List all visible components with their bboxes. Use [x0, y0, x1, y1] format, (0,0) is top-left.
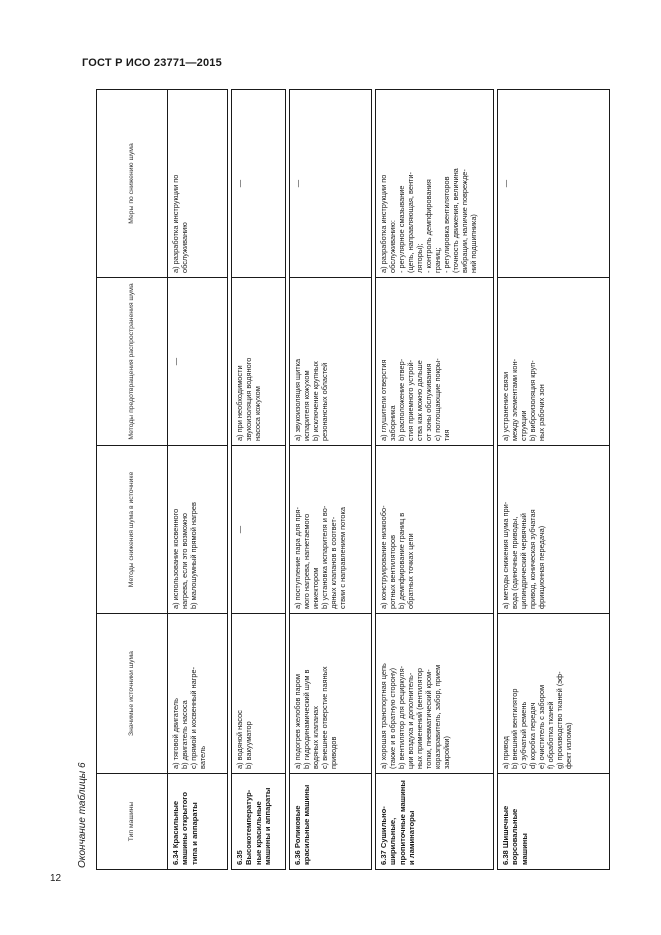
- cell-line: a) разработка инструкции по: [379, 174, 388, 273]
- cell-line: водяных клапанах: [311, 706, 321, 769]
- table-body: [168, 90, 610, 870]
- cell-line: ции воздуха и дополнитель-: [406, 672, 416, 769]
- cell-line: a) хорошая транспортная цепь: [379, 663, 388, 769]
- cell-line: f) обработка тканей: [546, 701, 556, 769]
- cell-line: заборника: [388, 405, 398, 441]
- cell-line: (цепь, направляющая, венти-: [406, 171, 416, 273]
- cell-line: —: [235, 179, 244, 188]
- propagation-methods-cell: [290, 278, 372, 446]
- column-header-measures: Меры по снижению шума: [97, 90, 168, 278]
- table-caption: Окончание таблицы 6: [77, 762, 88, 868]
- cell-line: c) поглощающие покры-: [433, 358, 443, 441]
- cell-line: b) демпфирование границ в: [397, 512, 407, 609]
- noise-sources-cell: [232, 614, 286, 774]
- cell-line: обслуживанию:: [388, 220, 398, 273]
- measures-cell: [290, 90, 372, 278]
- cell-line: обратных точках цепи: [406, 533, 416, 609]
- cell-line: звукоизоляция водяного: [244, 357, 254, 441]
- cell-line: ных рабочих зон: [537, 384, 547, 441]
- cell-line: фект излома): [564, 722, 574, 769]
- document-header: ГОСТ Р ИСО 23771—2015: [82, 57, 222, 69]
- cell-line: b) малошумный прямой нагрев: [189, 502, 199, 609]
- cell-line: a) методы снижения шума при-: [501, 501, 510, 609]
- cell-line: дяных клапанов в соответ-: [329, 516, 339, 609]
- cell-line: насоса кожухом: [253, 386, 263, 441]
- cell-line: a) водяной насос: [235, 710, 244, 769]
- cell-line: g) производство тканей (эф-: [555, 671, 565, 769]
- cell-line: (точность движения, величина: [451, 168, 461, 273]
- cell-line: испарителя кожухом: [302, 370, 312, 441]
- cell-line: ляторы);: [415, 243, 425, 273]
- cell-line: ний подшипника): [469, 214, 479, 273]
- rotated-table-area: [70, 90, 580, 870]
- cell-line: b) внешний вентилятор: [510, 688, 520, 769]
- cell-line: c) прямой и косвенный нагре-: [189, 666, 199, 769]
- cell-line: —: [501, 179, 510, 188]
- cell-line: (также и в обратную сторону): [388, 667, 398, 769]
- cell-line: b) вентилятор для рециркуля-: [397, 665, 407, 769]
- noise-sources-cell: [376, 614, 494, 774]
- cell-line: c) зубчатый ремень: [519, 701, 529, 769]
- cell-line: струкции: [519, 410, 529, 441]
- source-methods-cell: [290, 446, 372, 614]
- source-methods-cell: [498, 446, 610, 614]
- cell-line: a) глушители отверстия: [379, 359, 388, 441]
- cell-line: вода (одиночные приводы,: [510, 516, 520, 609]
- cell-line: a) при необходимости: [235, 365, 244, 441]
- cell-line: границ;: [433, 247, 443, 273]
- cell-line: —: [293, 179, 302, 188]
- cell-line: стия приемного устрой-: [406, 359, 416, 441]
- cell-line: ватель: [198, 745, 208, 769]
- cell-line: a) поступление пара для пря-: [293, 507, 302, 609]
- measures-cell: [498, 90, 610, 278]
- table-row: [168, 90, 228, 870]
- measures-cell: [168, 90, 228, 278]
- cell-line: цилиндрический червячный: [519, 513, 529, 609]
- cell-line: коразправитель, забор, прием: [433, 664, 443, 769]
- cell-line: a) использование косвенного: [171, 508, 180, 609]
- machine-type-cell: 6.37 Сушильно-ширильные, пропиточные машины и ламинаторы: [376, 774, 494, 870]
- cell-line: b) исключение крупных: [311, 361, 321, 441]
- cell-line: ства как можно дальше: [415, 360, 425, 441]
- cell-line: b) двигатель насоса: [180, 700, 190, 769]
- noise-sources-cell: [498, 614, 610, 774]
- cell-line: обслуживанию: [180, 222, 190, 273]
- noise-sources-cell: [168, 614, 228, 774]
- table-header-row: [97, 90, 168, 870]
- cell-line: ных применений (вентилятор: [415, 667, 425, 769]
- cell-line: b) установка испарителя и во-: [320, 505, 330, 609]
- propagation-methods-cell: [232, 278, 286, 446]
- cell-line: мого нагрева, нагнетаемого: [302, 513, 312, 609]
- cell-line: a) звукоизоляция щитка: [293, 358, 302, 441]
- table-row: [290, 90, 372, 870]
- cell-line: —: [235, 525, 244, 534]
- cell-line: a) разработка инструкции по: [171, 174, 180, 273]
- propagation-methods-cell: [376, 278, 494, 446]
- cell-line: нагрева, если это возможно: [180, 512, 190, 609]
- rotated-table-frame: [70, 90, 580, 870]
- source-methods-cell: [232, 446, 286, 614]
- cell-line: b) виброизоляция круп-: [528, 360, 538, 441]
- machine-type-cell: 6.38 Шишечные ворсовальные машины: [498, 774, 610, 870]
- machine-type-cell: 6.36 Роликовые красильные машины: [290, 774, 372, 870]
- cell-line: топки, пневматический кром-: [424, 669, 434, 769]
- cell-line: ротных вентиляторов: [388, 534, 398, 609]
- column-header-propagation-methods: Методы предотвращения распространения шума: [97, 278, 168, 446]
- machine-type-cell: 6.34 Красильные машины открытого типа и аппараты: [168, 774, 228, 870]
- column-header-machine-type: Тип машины: [97, 774, 168, 870]
- cell-line: инжектором: [311, 567, 321, 609]
- column-header-source-methods: Методы снижения шума в источнике: [97, 446, 168, 614]
- cell-line: - регулярное смазывание: [397, 185, 407, 273]
- cell-line: от зоны обслуживания: [424, 363, 434, 441]
- machine-type-cell: 6.35 Высокотемператур-ные красильные машины и аппараты: [232, 774, 286, 870]
- table-row: [232, 90, 286, 870]
- cell-line: резонансных областей: [320, 362, 330, 441]
- cell-line: привод, коническая зубчатая: [528, 509, 538, 609]
- cell-line: b) расположение отвер-: [397, 358, 407, 441]
- column-header-noise-sources: Значимые источники шума: [97, 614, 168, 774]
- measures-cell: [232, 90, 286, 278]
- table-row: [498, 90, 610, 870]
- cell-line: тия: [442, 429, 452, 441]
- source-methods-cell: [168, 446, 228, 614]
- cell-line: a) подогрев желобов паром: [293, 674, 302, 769]
- source-methods-cell: [376, 446, 494, 614]
- cell-line: e) очиститель с забором: [537, 684, 547, 769]
- cell-line: - регулировка вентиляторов: [442, 176, 452, 273]
- cell-line: ствии с направлением потока: [338, 507, 348, 609]
- cell-line: фрикционная передача): [537, 525, 547, 609]
- measures-cell: [376, 90, 494, 278]
- cell-line: приводов: [329, 736, 339, 769]
- cell-line: вибрации, наличие поврежде-: [460, 169, 470, 273]
- propagation-methods-cell: [498, 278, 610, 446]
- cell-line: —: [171, 357, 180, 366]
- cell-line: - контроль демпфирования: [424, 179, 434, 273]
- cell-line: a) привод: [501, 736, 510, 769]
- cell-line: закройки): [442, 736, 452, 769]
- cell-line: d) коробка передач: [528, 702, 538, 769]
- cell-line: b) вакууматор: [244, 721, 254, 769]
- cell-line: между элементами кон-: [510, 358, 520, 441]
- noise-sources-cell: [290, 614, 372, 774]
- table-row: [376, 90, 494, 870]
- page-number: 12: [50, 873, 62, 884]
- noise-reduction-table: [96, 89, 610, 870]
- cell-line: a) тяговой двигатель: [171, 698, 180, 769]
- cell-line: c) внешнее отверстие паяных: [320, 666, 330, 769]
- cell-line: b) гидродинамический шум в: [302, 669, 312, 769]
- propagation-methods-cell: [168, 278, 228, 446]
- cell-line: a) устранение связи: [501, 371, 510, 441]
- cell-line: a) конструирование низкообо-: [379, 505, 388, 609]
